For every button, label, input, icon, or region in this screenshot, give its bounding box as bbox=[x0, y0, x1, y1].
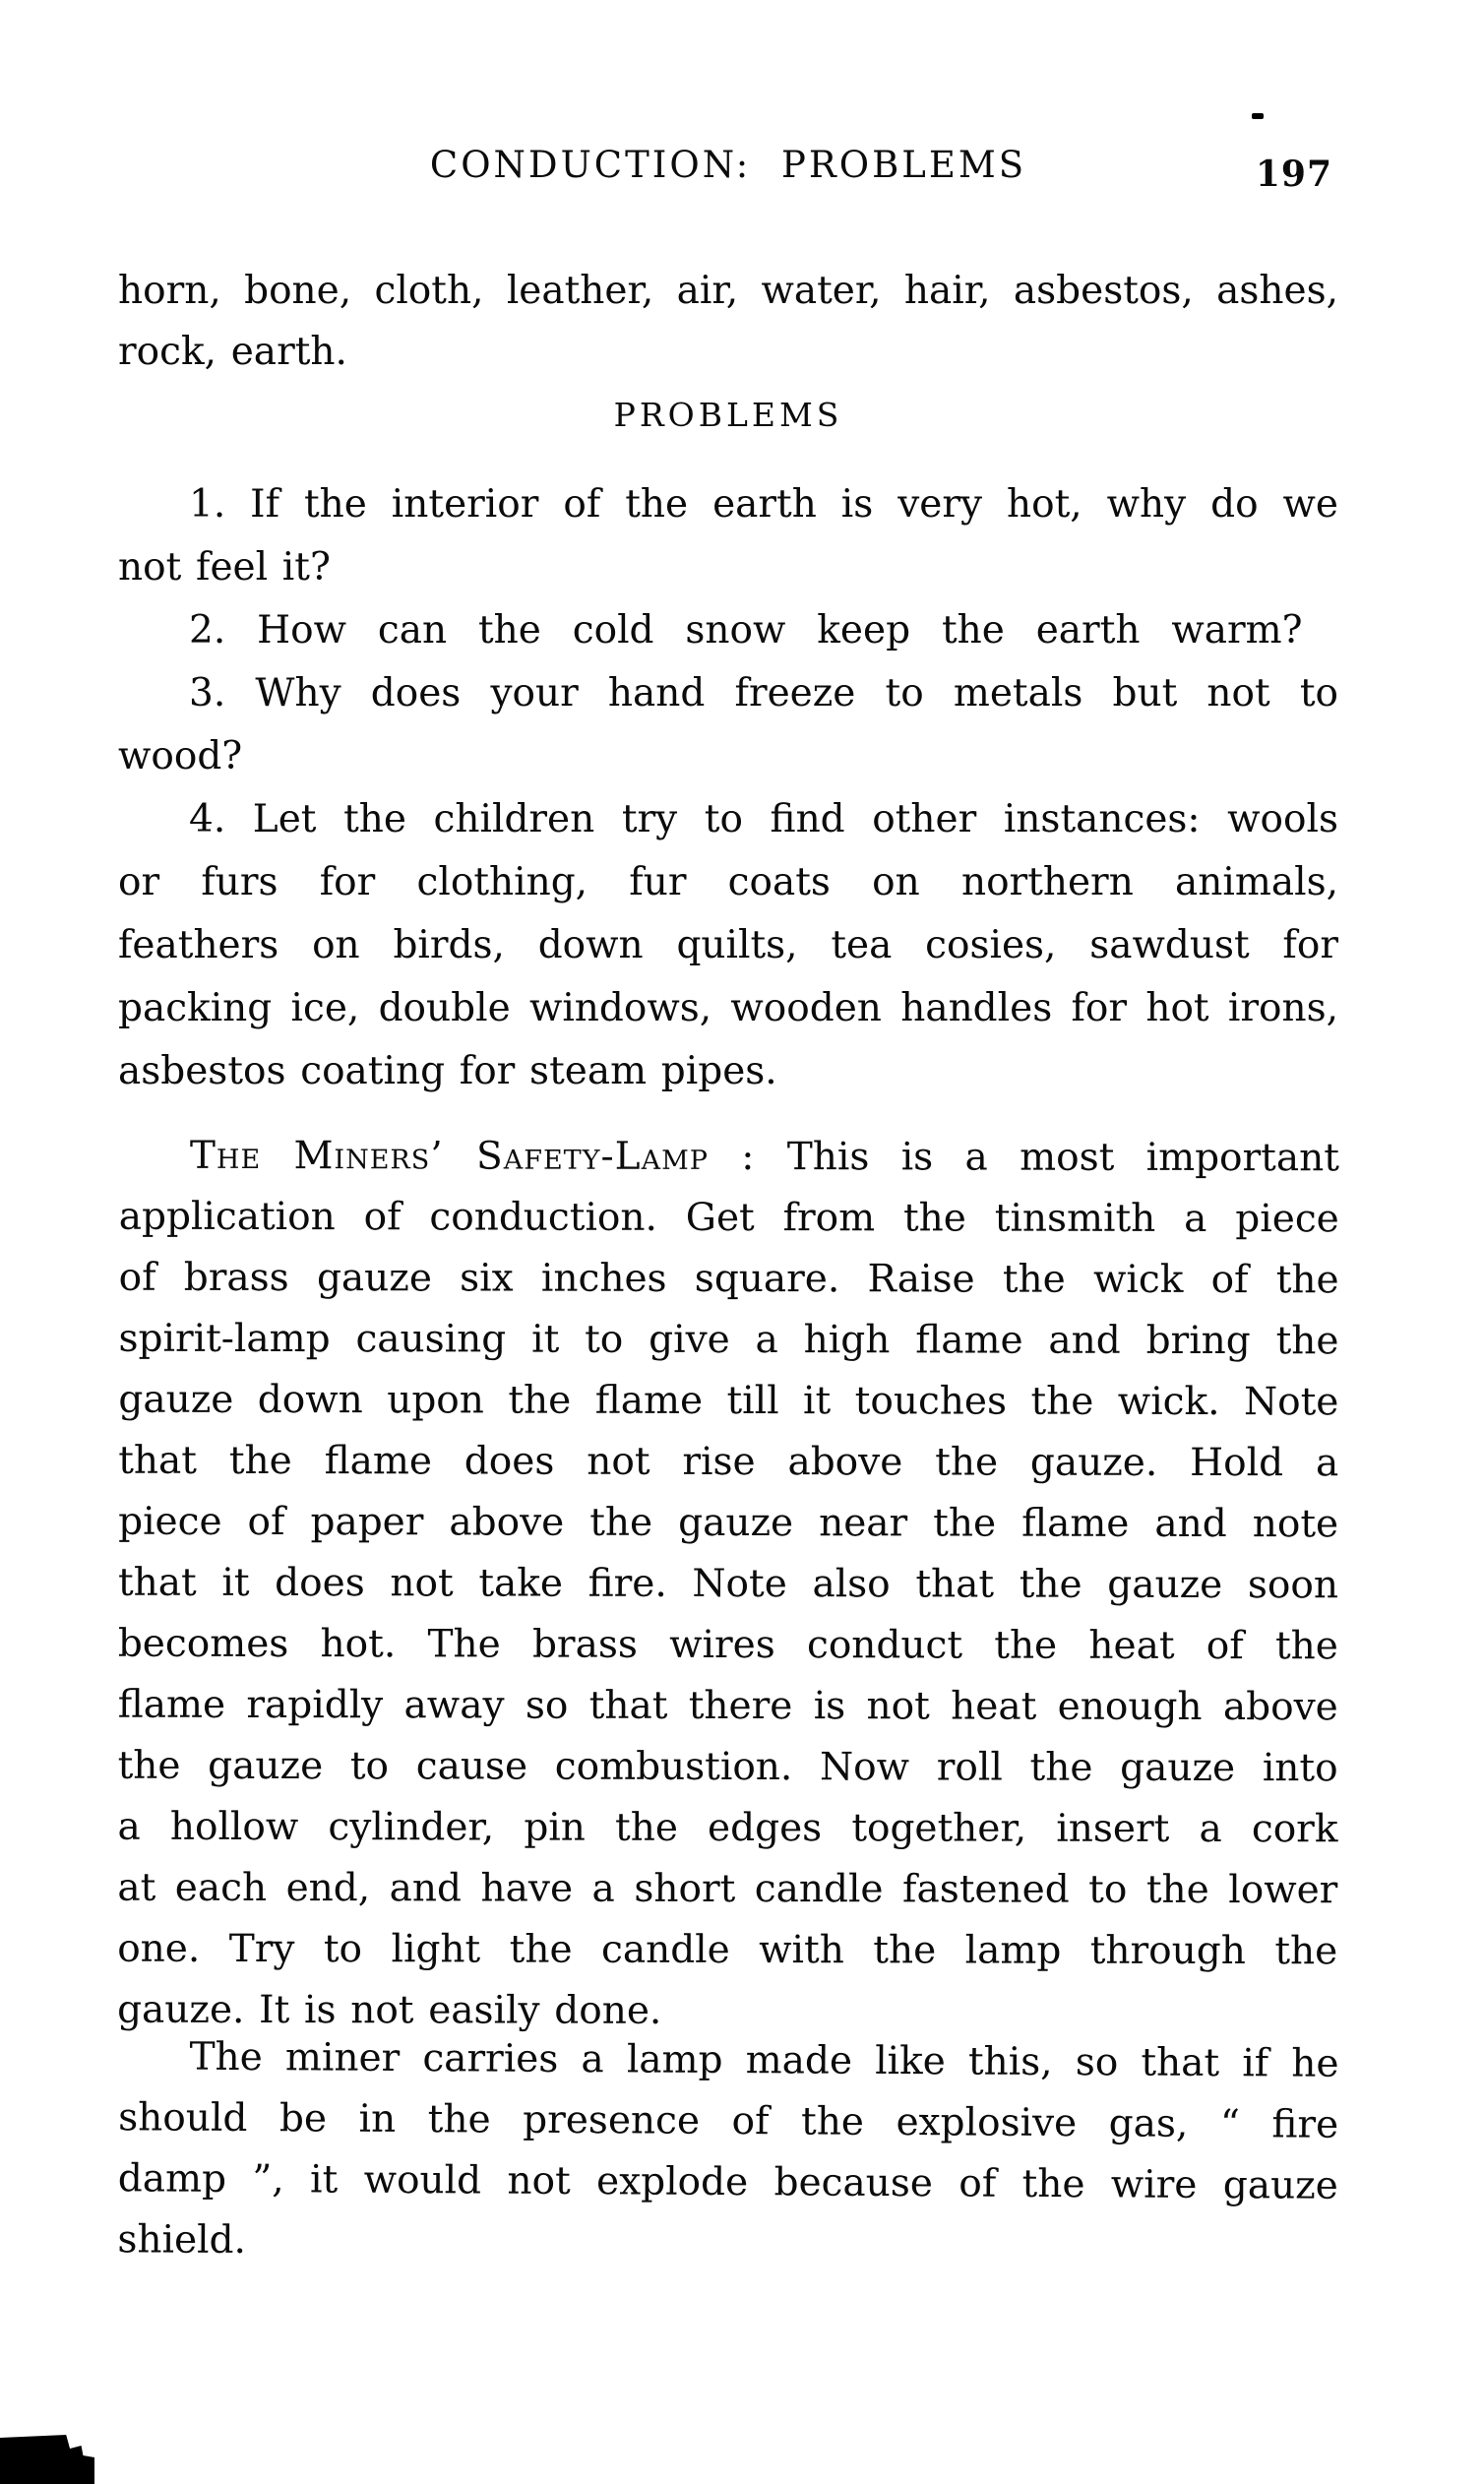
chapter-title: CONDUCTION: PROBLEMS bbox=[429, 144, 1027, 186]
section-heading: PROBLEMS bbox=[613, 396, 843, 434]
problem-3-line: 3. Why does your hand freeze to metals but not to bbox=[189, 671, 1338, 715]
safety-lamp-paragraph bbox=[117, 1126, 1339, 2044]
problem-4-line: 4. Let the children try to find other instances: wools bbox=[189, 797, 1338, 841]
running-head bbox=[118, 144, 1338, 199]
miner-paragraph bbox=[117, 2026, 1338, 2278]
scan-speck bbox=[1252, 113, 1264, 119]
text-line: gauze. It is not easily done. bbox=[117, 1987, 662, 2033]
text-line: at each end, and have a short candle fastened to the lower bbox=[117, 1865, 1338, 1913]
smallcaps-lead: The Miners’ Safety-Lamp : bbox=[189, 1133, 756, 1180]
text-line: application of conduction. Get from the tinsmith a piece bbox=[118, 1194, 1339, 1242]
problem-1-line: not feel it? bbox=[118, 545, 331, 590]
problem-3-line: wood? bbox=[118, 734, 243, 778]
text-line: spirit-lamp causing it to give a high flame and bring the bbox=[118, 1316, 1339, 1364]
text-line: should be in the presence of the explosive gas, “ fire bbox=[118, 2095, 1339, 2147]
text-line: that it does not take fire. Note also that the gauze soon bbox=[117, 1560, 1339, 1608]
text-run: This is a most important bbox=[755, 1135, 1339, 1181]
text-line: a hollow cylinder, pin the edges together, insert a cork bbox=[117, 1804, 1338, 1852]
problems-list bbox=[118, 473, 1338, 1103]
scan-corner-artifact bbox=[0, 2435, 94, 2484]
text-line: gauze down upon the flame till it touches the wick. Note bbox=[118, 1377, 1339, 1425]
problem-1-line: 1. If the interior of the earth is very hot, why do we bbox=[189, 482, 1338, 527]
text-line: piece of paper above the gauze near the flame and note bbox=[118, 1499, 1339, 1547]
problem-4-line: asbestos coating for steam pipes. bbox=[118, 1049, 777, 1093]
text-line: shield. bbox=[117, 2217, 247, 2264]
problem-4-line: or furs for clothing, fur coats on northern animals, bbox=[118, 860, 1338, 904]
problem-4-line: feathers on birds, down quilts, tea cosies, sawdust for bbox=[118, 923, 1338, 967]
problem-2-line: 2. How can the cold snow keep the earth warm? bbox=[189, 608, 1303, 652]
text-line: damp ”, it would not explode because of the wire gauze bbox=[117, 2156, 1338, 2208]
intro-paragraph bbox=[118, 261, 1338, 383]
text-line: rock, earth. bbox=[118, 330, 347, 374]
text-line: of brass gauze six inches square. Raise the wick of the bbox=[118, 1255, 1339, 1303]
text-line: horn, bone, cloth, leather, air, water, hair, asbestos, ashes, bbox=[118, 269, 1338, 313]
text-line: one. Try to light the candle with the lamp through the bbox=[117, 1926, 1338, 1974]
page-number: 197 bbox=[1255, 154, 1332, 195]
text-line bbox=[119, 1126, 1339, 1190]
text-line: The miner carries a lamp made like this, so that if he bbox=[189, 2034, 1339, 2086]
text-line: that the flame does not rise above the gauze. Hold a bbox=[118, 1438, 1339, 1486]
text-line: becomes hot. The brass wires conduct the heat of the bbox=[117, 1621, 1338, 1669]
text-line: flame rapidly away so that there is not heat enough above bbox=[117, 1682, 1338, 1730]
problem-4-line: packing ice, double windows, wooden handles for hot irons, bbox=[118, 986, 1338, 1030]
text-line: the gauze to cause combustion. Now roll the gauze into bbox=[117, 1743, 1338, 1791]
